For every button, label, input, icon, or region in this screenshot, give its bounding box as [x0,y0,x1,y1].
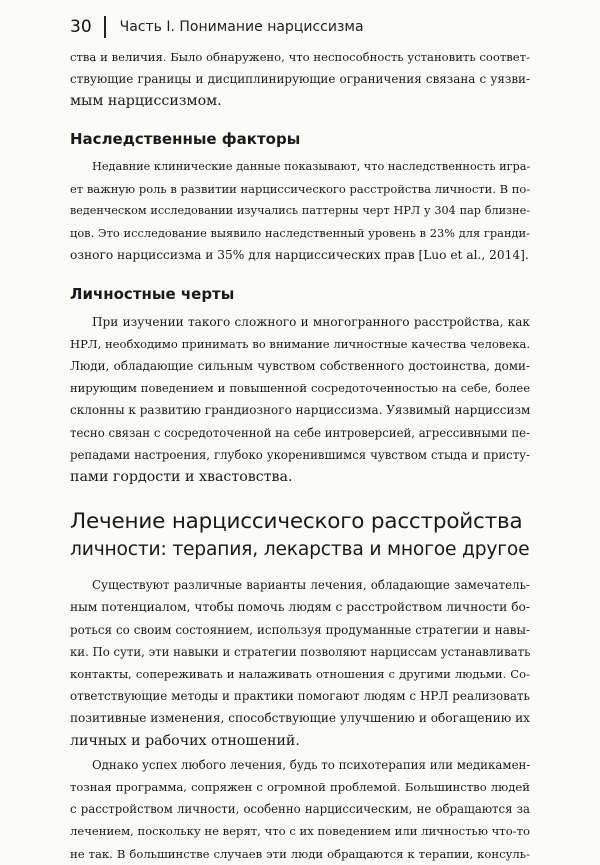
text-line: с расстройством личности, особенно нарциссическим, не обращаются за [70,802,530,817]
text-line: роться со своим состоянием, используя продуманные стратегии и навы- [70,622,530,637]
text-line: тозная программа, сопряжен с огромной проблемой. Большинство людей [70,780,530,795]
text-line: склонны к развитию грандиозного нарциссизма. Уязвимый нарциссизм [70,403,531,418]
text-line: контакты, сопереживать и налаживать отношения с другими людьми. Со- [70,667,530,682]
heading-line: Лечение нарциссического расстройства [70,509,523,535]
text-line: При изучении такого сложного и многогранного расстройства, как [92,314,530,329]
treatment-paragraph-1 [70,574,530,752]
text-line: ответствующие методы и практики помогают людям с НРЛ реализовать [70,689,530,704]
text-line: Недавние клинические данные показывают, что наследственность игра- [92,159,531,173]
text-line: Однако успех любого лечения, будь то психотерапия или медикамен- [92,757,531,772]
text-line: ствующие границы и дисциплинирующие ограничения связана с уязви- [70,72,530,87]
text-line: ки. По сути, эти навыки и стратегии позволяют нарциссам устанавливать [70,644,531,659]
page-number: 30 [70,17,92,37]
text-line: НРЛ, необходимо принимать во внимание личностные качества человека. [70,336,531,351]
text-line: ства и величия. Было обнаружено, что неспособность установить соответ- [70,50,530,64]
running-title: Часть I. Понимание нарциссизма [119,19,364,35]
running-header [70,12,560,42]
heading-traits: Личностные черты [70,284,235,303]
text-line: пами гордости и хвастовства. [70,469,293,486]
treatment-paragraph-2 [70,754,530,865]
text-line: Существуют различные варианты лечения, обладающие замечатель- [92,578,530,593]
text-line: лечением, поскольку не верят, что с их поведением или личностью что-то [70,824,530,839]
header-divider [104,16,106,38]
text-line: тесно связан с сосредоточенной на себе интроверсией, агрессивными пе- [70,425,531,440]
text-line: цов. Это исследование выявило наследственный уровень в 23% для гранди- [70,226,530,241]
heredity-paragraph [70,156,530,267]
text-line: веденческом исследовании изучались паттерны черт НРЛ у 304 пар близне- [70,204,530,218]
intro-paragraph [70,46,530,113]
text-line: позитивные изменения, способствующие улучшению и обогащению их [70,711,530,726]
text-line: ет важную роль в развитии нарциссического расстройства личности. В по- [70,181,531,196]
text-line: репадами настроения, глубоко укоренившимся чувством стыда и присту- [70,447,530,462]
traits-paragraph [70,311,530,489]
text-line: нирующим поведением и повышенной сосредоточенностью на себе, более [70,381,530,396]
page-body [70,46,530,865]
heading-treatment [70,508,530,564]
heading-line: личности: терапия, лекарства и многое другое [70,539,530,561]
heading-heredity: Наследственные факторы [70,129,301,148]
text-line: озного нарциссизма и 35% для нарциссических прав [Luo et al., 2014]. [70,248,529,263]
text-line: ным потенциалом, чтобы помочь людям с расстройством личности бо- [70,600,530,615]
text-line: личных и рабочих отношений. [70,732,300,749]
text-line: не так. В большинстве случаев эти люди обращаются к терапии, консуль- [70,846,530,861]
text-line: Люди, обладающие сильным чувством собственного достоинства, доми- [70,359,530,374]
text-line: мым нарциссизмом. [70,93,222,110]
